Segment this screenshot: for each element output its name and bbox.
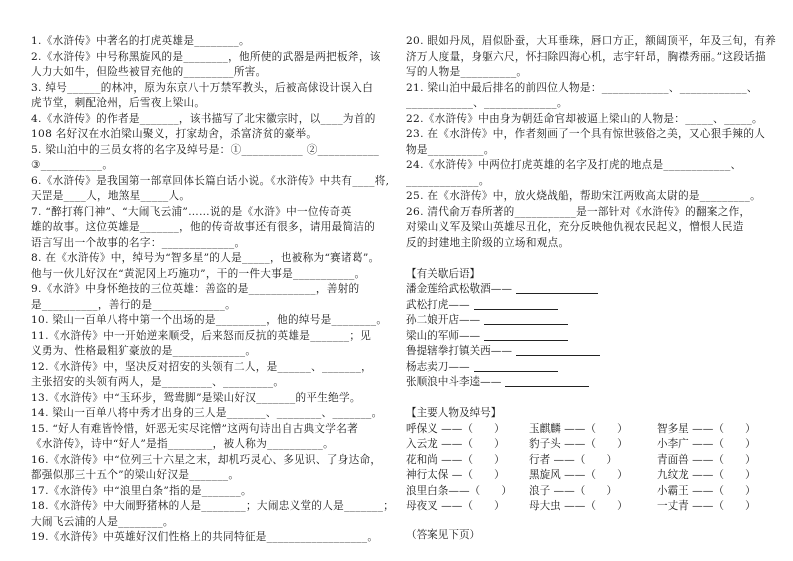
question-line: 大闹飞云浦的人是________。 <box>31 515 174 528</box>
question-line: 9.《水浒》中身怀绝技的三位英雄：善盗的是____________，善射的 <box>31 283 360 295</box>
question-line: 20. 眼如丹凤，眉似卧蚕，大耳垂珠，唇口方正，额阔顶平，年及三旬，有养 <box>406 35 777 47</box>
character-item: 母大虫 ——（ ） <box>529 500 628 512</box>
question-line: 4.《水浒传》的作者是_______，该书描写了北宋徽宗时，以____为首的 <box>31 112 376 125</box>
character-item: 神行太保 —（ ） <box>406 469 505 481</box>
character-item: 九纹龙 ——（ ） <box>657 469 756 481</box>
question-line: 6.《水浒传》是我国第一部章回体长篇白话小说。《水浒传》中共有____将, <box>31 174 390 187</box>
character-item: 母夜叉 ——（ ） <box>406 500 505 512</box>
answer-blank <box>484 313 568 325</box>
character-item: 呼保义 ——（ ） <box>406 422 505 435</box>
question-line: ③___________。 <box>31 159 114 171</box>
question-line: 对梁山义军及梁山英雄尽丑化，充分反映他仇视农民起义，憎恨人民造 <box>406 221 744 233</box>
question-line: 2.《水浒传》中号称黑旋风的是________，他所使的武器是两把板斧，该 <box>31 50 381 63</box>
question-line: 14. 梁山一百单八将中秀才出身的三人是_______、________、_______。 <box>31 407 383 419</box>
character-item: 入云龙 ——（ ） <box>406 438 505 450</box>
xiehouyu-question: 鲁提辖拳打镇关西—— <box>406 345 512 357</box>
question-line: 16.《水浒传》中“位列三十六星之末，却机巧灵心、多见识、了身达命， <box>31 453 382 466</box>
answer-note: （答案见下页） <box>406 528 481 541</box>
character-item: 行者 ——（ ） <box>529 453 618 466</box>
question-line: 1.《水浒传》中著名的打虎英雄是________。 <box>31 35 250 47</box>
character-item: 小霸王 ——（ ） <box>657 484 756 497</box>
question-line: 反的封建地主阶级的立场和观点。 <box>406 236 570 249</box>
question-line: 雄的故事。这位英雄是_______，他的传奇故事还有很多，请用最简洁的 <box>31 221 376 233</box>
question-line: 主张招安的头领有两人，是_________、_________。 <box>31 376 285 388</box>
xiehouyu-question: 武松打虎—— <box>406 298 470 311</box>
question-line: 人力大如牛，但险些被冒充他的_________所害。 <box>31 66 267 78</box>
question-line: _____________。 <box>406 174 490 187</box>
question-line: 17.《水浒传》中“浪里白条”指的是_______。 <box>31 484 252 497</box>
xiehouyu-question: 杨志卖刀—— <box>406 360 470 373</box>
right-column <box>406 34 776 543</box>
character-item: 浪里白条——（ ） <box>406 484 512 497</box>
question-line: 虎节堂，刺配沧州，后雪夜上梁山。 <box>31 97 206 109</box>
character-item: 小李广 ——（ ） <box>657 438 756 450</box>
question-line: 都强似那三十五个”的梁山好汉是_______。 <box>31 469 240 481</box>
question-line: 11.《水浒传》中一开始逆来顺受，后来怒而反抗的英雄是_______；见 <box>31 329 372 342</box>
answer-blank <box>505 375 589 387</box>
question-line: 8. 在《水浒传》中，绰号为“智多星”的人是_____，也被称为“赛诸葛”。 <box>31 252 380 264</box>
question-line: 26. 清代俞万春所著的___________是一部针对《水浒传》的翻案之作， <box>406 205 751 218</box>
character-item: 一丈青 ——（ ） <box>657 500 756 512</box>
character-item: 玉麒麟 ——（ ） <box>529 422 628 435</box>
question-line: 济万人度量，身躯六尺，怀扫除四海心机，志宇轩昂，胸襟秀丽。”这段话描 <box>406 50 766 63</box>
question-line: 10. 梁山一百单八将中第一个出场的是_________，他的绰号是________。 <box>31 314 388 326</box>
answer-blank <box>516 282 598 294</box>
answer-blank <box>516 344 600 356</box>
spacer <box>406 391 776 407</box>
xiehouyu-item <box>406 313 776 329</box>
xiehouyu-question: 孙二娘开店—— <box>406 314 481 326</box>
answer-blank <box>474 298 558 310</box>
question-line: 25. 在《水浒传》中，放火烧战船，帮助宋江两败高太尉的是_________。 <box>406 190 762 202</box>
question-line: 3. 绰号______的林冲，原为东京八十万禁军教头，后被高俅设计误入白 <box>31 81 374 94</box>
question-line: 物是__________。 <box>406 143 495 156</box>
question-line: 是__________，善行的是_____________。 <box>31 298 236 311</box>
question-line: 13.《水浒传》中“玉环步，鸳鸯脚”是梁山好汉_______的平生绝学。 <box>31 391 361 404</box>
question-line: 他与一伙儿好汉在“黄泥冈上巧施功”，干的一件大事是___________。 <box>31 267 366 280</box>
character-item: 豹子头 ——（ ） <box>529 438 628 450</box>
question-line: 义勇为、性格最粗犷豪放的是_____________。 <box>31 345 257 357</box>
character-item: 青面兽 ——（ ） <box>657 453 756 466</box>
question-line: 22.《水浒传》中由身为朝廷命官却被逼上梁山的人物是：_____、_____。 <box>406 112 763 125</box>
answer-blank <box>484 329 568 341</box>
xiehouyu-item <box>406 329 776 345</box>
character-item: 花和尚 ——（ ） <box>406 453 505 466</box>
question-line: 15. “好人有难皆怜惜，奸恶无实尽诧憎”这两句诗出自古典文学名著 <box>31 422 358 435</box>
xiehouyu-item <box>406 344 776 360</box>
question-line: 写的人物是__________。 <box>406 66 528 78</box>
xiehouyu-item <box>406 298 776 314</box>
question-line: 7. “醉打蒋门神”、“大闹飞云浦”……说的是《水浒》中一位传奇英 <box>31 205 352 218</box>
question-line: 21. 梁山泊中最后排名的前四位人物是：____________、____________、 <box>406 81 758 94</box>
xiehouyu-item <box>406 360 776 376</box>
character-item: 浪子 ——（ ） <box>529 484 618 497</box>
xiehouyu-question: 张顺浪中斗李逵—— <box>406 376 502 388</box>
xiehouyu-item <box>406 375 776 391</box>
character-item: 智多星 ——（ ） <box>657 422 756 435</box>
question-line: 5. 梁山泊中的三员女将的名字及绰号是：①___________ ②___________ <box>31 143 380 156</box>
xiehouyu-title: 【有关歇后语】 <box>406 267 481 280</box>
question-line: 语言写出一个故事的名字：_____________。 <box>31 236 246 249</box>
question-line: 24.《水浒传》中两位打虎英雄的名字及打虎的地点是____________、 <box>406 159 742 171</box>
question-line: 19.《水浒传》中英雄好汉们性格上的共同特征是__________________。 <box>31 531 379 543</box>
xiehouyu-question: 梁山的军师—— <box>406 329 481 342</box>
question-line: 23. 在《水浒传》中，作者刻画了一个具有惊世骇俗之美，又心狠手辣的人 <box>406 128 766 140</box>
left-column <box>31 34 395 546</box>
question-line: 108 名好汉在水泊梁山聚义，打家劫舍，杀富济贫的豪举。 <box>31 128 318 140</box>
characters-title: 【主要人物及绰号】 <box>406 407 502 419</box>
question-line: 18.《水浒传》中大闹野猪林的人是________；大闹忠义堂的人是_______； <box>31 500 395 512</box>
question-line: 《水浒传》，诗中“好人”是指________，被人称为__________。 <box>31 438 334 450</box>
answer-blank <box>474 360 558 372</box>
xiehouyu-item <box>406 282 776 298</box>
character-item: 黑旋风 ——（ ） <box>529 469 628 481</box>
question-line: 12.《水浒传》中，坚决反对招安的头领有二人，是______、_______， <box>31 360 373 373</box>
spacer <box>406 251 776 267</box>
question-line: ____________、_____________。 <box>406 97 568 109</box>
question-line: 天罡是____人，地煞星_____人。 <box>31 190 191 202</box>
characters-grid <box>406 422 776 515</box>
xiehouyu-question: 潘金莲给武松敬酒—— <box>406 283 512 295</box>
